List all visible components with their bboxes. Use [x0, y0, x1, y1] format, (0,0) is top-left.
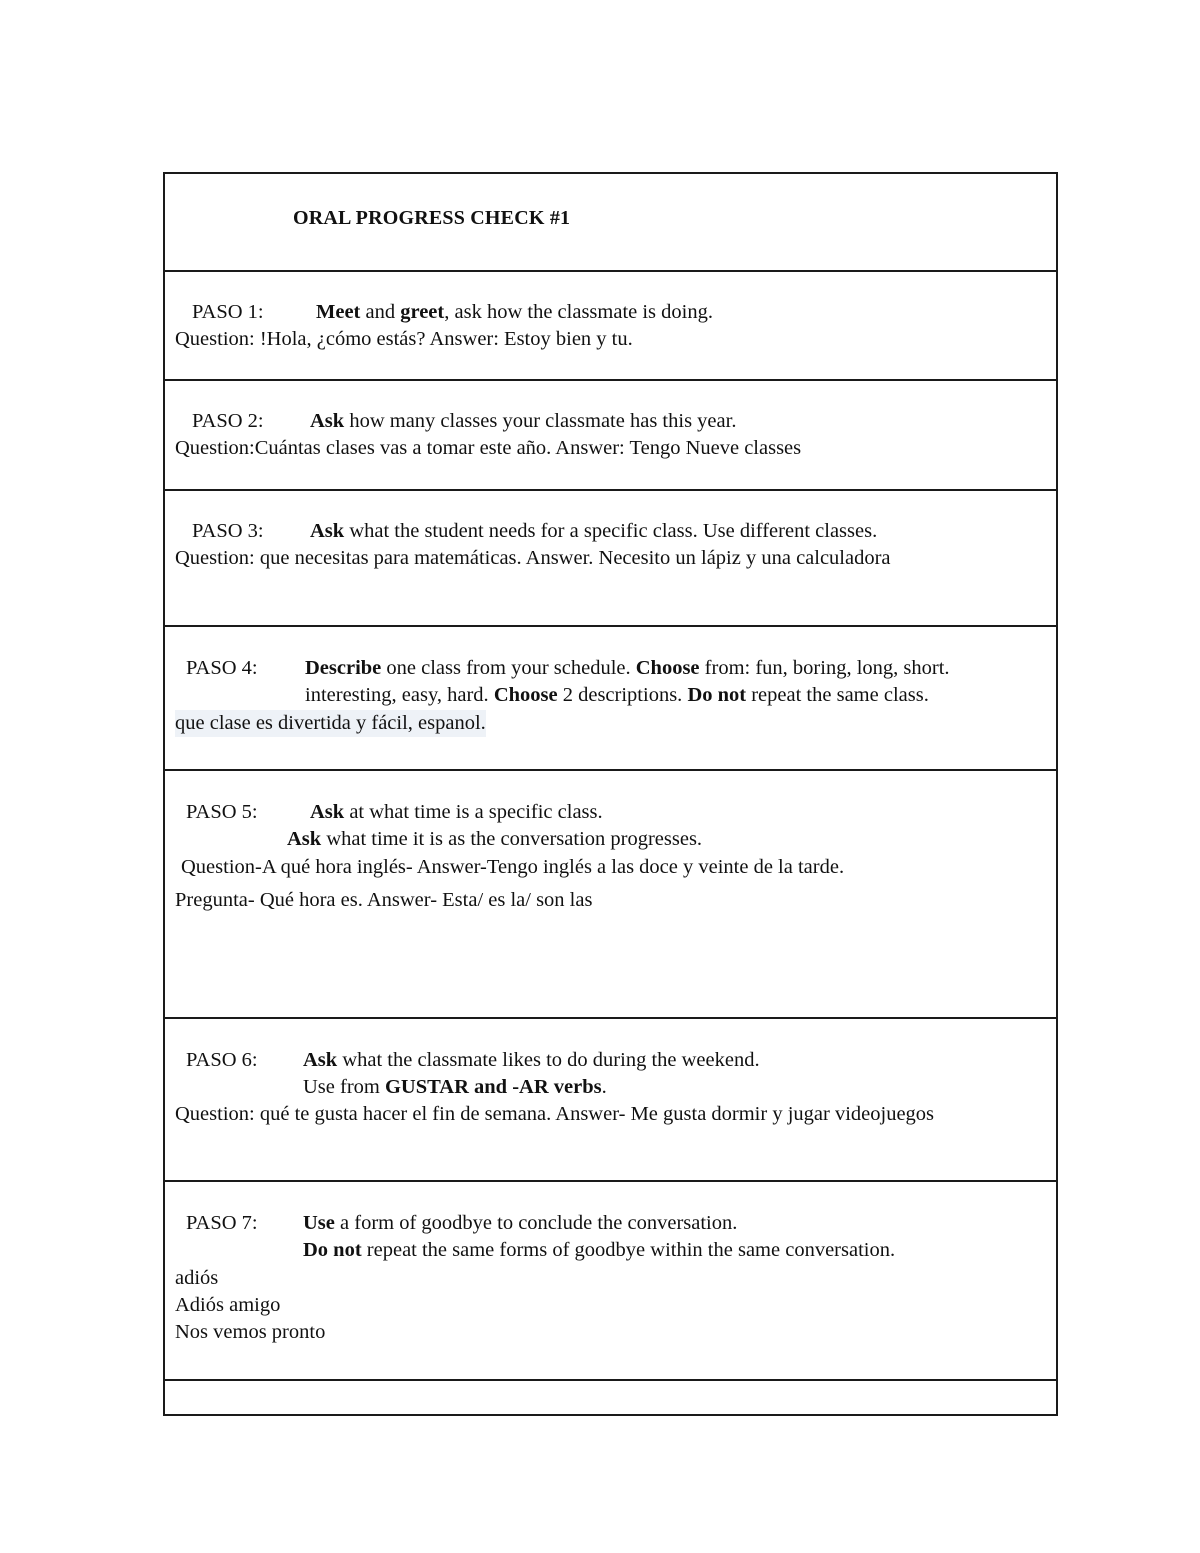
- paso-7-row: [165, 1182, 1056, 1381]
- oral-progress-check-table: [163, 172, 1058, 1416]
- paso-5-response-2: Pregunta- Qué hora es. Answer- Esta/ es la/ son las: [175, 889, 593, 911]
- paso-6-instruction-line-1: Ask what the classmate likes to do during the weekend.: [303, 1049, 760, 1071]
- paso-6-response: Question: qué te gusta hacer el fin de semana. Answer- Me gusta dormir y jugar videojuegos: [175, 1103, 935, 1125]
- paso-7-response-3: Nos vemos pronto: [175, 1321, 326, 1343]
- paso-6-row: [165, 1019, 1056, 1182]
- paso-4-instruction-line-1: Describe one class from your schedule. Choose from: fun, boring, long, short.: [305, 657, 950, 679]
- title-row: [165, 174, 1056, 272]
- paso-7-label: PASO 7:: [186, 1212, 258, 1234]
- empty-row: [165, 1381, 1056, 1414]
- paso-2-label: PASO 2:: [192, 410, 264, 432]
- paso-4-label: PASO 4:: [186, 657, 258, 679]
- paso-1-row: [165, 272, 1056, 381]
- paso-5-row: [165, 771, 1056, 1019]
- paso-5-instruction-line-1: Ask at what time is a specific class.: [310, 801, 603, 823]
- paso-5-instruction-line-2: Ask what time it is as the conversation progresses.: [287, 828, 703, 850]
- paso-3-row: [165, 491, 1056, 627]
- paso-4-response: que clase es divertida y fácil, espanol.: [175, 710, 486, 737]
- paso-4-instruction-line-2: interesting, easy, hard. Choose 2 descriptions. Do not repeat the same class.: [305, 684, 929, 706]
- paso-5-label: PASO 5:: [186, 801, 258, 823]
- paso-6-instruction-line-2: Use from GUSTAR and -AR verbs.: [303, 1076, 607, 1098]
- paso-1-instruction: Meet and greet, ask how the classmate is doing.: [316, 301, 713, 323]
- paso-1-label: PASO 1:: [192, 301, 264, 323]
- paso-7-instruction-line-1: Use a form of goodbye to conclude the conversation.: [303, 1212, 738, 1234]
- paso-3-label: PASO 3:: [192, 520, 264, 542]
- page-title: ORAL PROGRESS CHECK #1: [293, 207, 571, 229]
- paso-1-response: Question: !Hola, ¿cómo estás? Answer: Estoy bien y tu.: [175, 328, 633, 350]
- paso-7-response-2: Adiós amigo: [175, 1294, 281, 1316]
- paso-7-response-1: adiós: [175, 1267, 219, 1289]
- paso-3-response: Question: que necesitas para matemáticas. Answer. Necesito un lápiz y una calculadora: [175, 547, 891, 569]
- paso-4-row: [165, 627, 1056, 771]
- paso-5-response-1: Question-A qué hora inglés- Answer-Tengo inglés a las doce y veinte de la tarde.: [181, 856, 845, 878]
- paso-7-instruction-line-2: Do not repeat the same forms of goodbye within the same conversation.: [303, 1239, 896, 1261]
- paso-2-row: [165, 381, 1056, 491]
- paso-3-instruction: Ask what the student needs for a specific class. Use different classes.: [310, 520, 878, 542]
- paso-6-label: PASO 6:: [186, 1049, 258, 1071]
- paso-2-instruction: Ask how many classes your classmate has this year.: [310, 410, 737, 432]
- paso-2-response: Question:Cuántas clases vas a tomar este año. Answer: Tengo Nueve classes: [175, 437, 802, 459]
